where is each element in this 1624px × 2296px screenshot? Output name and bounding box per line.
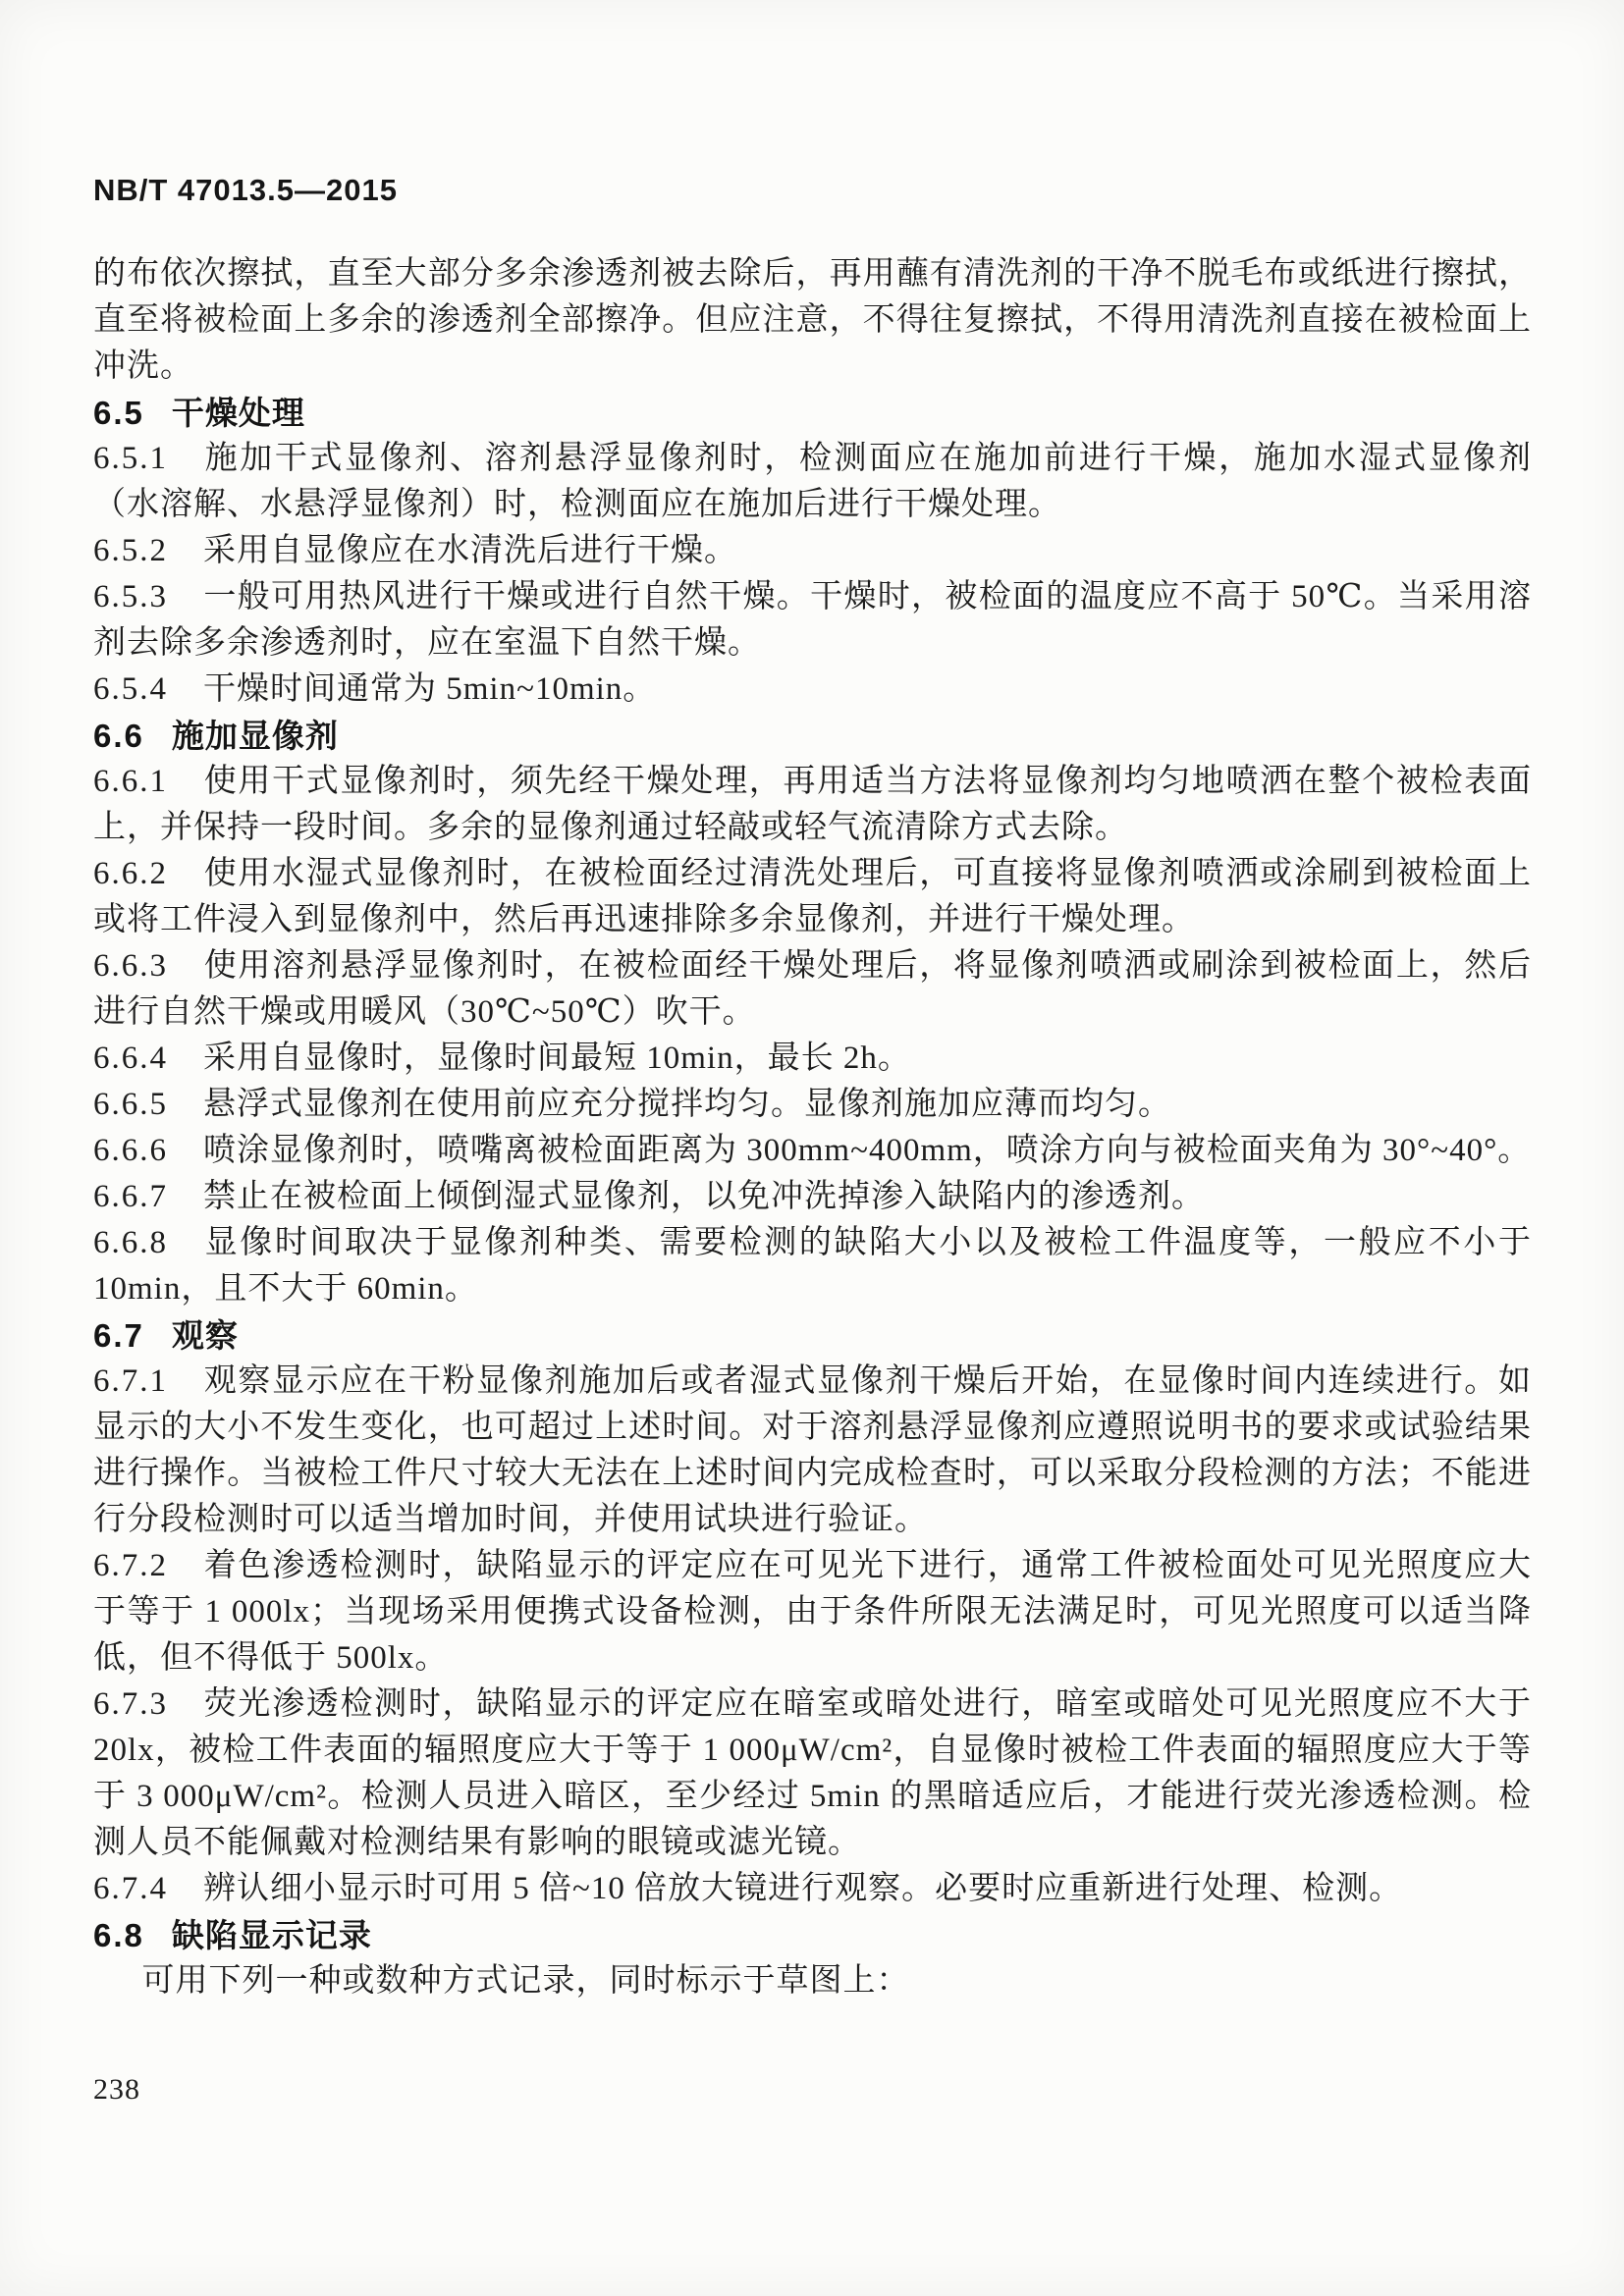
paragraph [93, 1958, 1532, 2004]
clause-text: 施加显像剂 [171, 718, 339, 754]
clause-text: 着色渗透检测时，缺陷显示的评定应在可见光下进行，通常工件被检面处可见光照度应大于等于 1 000lx；当现场采用便携式设备检测，由于条件所限无法满足时，可见光照度可以适当降低，但不得低于 500lx。 [93, 1548, 1532, 1676]
clause-number: 6.7.4 [93, 1871, 168, 1906]
clause-number: 6.6.8 [93, 1225, 168, 1260]
clause-number: 6.5.4 [93, 671, 168, 707]
clause-number: 6.6.6 [93, 1133, 168, 1168]
clause-number: 6.7 [93, 1317, 144, 1354]
clause-number: 6.5.3 [93, 579, 168, 614]
paragraph [93, 1082, 1532, 1128]
paragraph [93, 528, 1532, 574]
clause-number: 6.6.4 [93, 1041, 168, 1076]
clause-number: 6.6.7 [93, 1179, 168, 1214]
clause-text: 可用下列一种或数种方式记录，同时标示于草图上： [141, 1963, 910, 1999]
clause-text: 观察 [171, 1317, 239, 1354]
page-number: 238 [93, 2073, 140, 2106]
clause-number: 6.5.2 [93, 533, 168, 568]
clause-text: 使用水湿式显像剂时，在被检面经过清洗处理后，可直接将显像剂喷洒或涂刷到被检面上或将工件浸入到显像剂中，然后再迅速排除多余显像剂，并进行干燥处理。 [93, 856, 1532, 937]
section-heading [93, 390, 1532, 436]
paragraph [93, 1866, 1532, 1912]
paragraph [93, 436, 1532, 528]
paragraph [93, 1220, 1532, 1312]
clause-number: 6.6.3 [93, 948, 168, 984]
clause-text: 的布依次擦拭，直至大部分多余渗透剂被去除后，再用蘸有清洗剂的干净不脱毛布或纸进行擦拭，直至将被检面上多余的渗透剂全部擦净。但应注意，不得往复擦拭，不得用清洗剂直接在被检面上冲洗。 [93, 256, 1532, 384]
clause-text: 干燥时间通常为 5min~10min。 [203, 671, 657, 707]
clause-text: 禁止在被检面上倾倒湿式显像剂，以免冲洗掉渗入缺陷内的渗透剂。 [203, 1179, 1205, 1214]
paragraph [93, 251, 1532, 390]
standard-number-header: NB/T 47013.5—2015 [93, 173, 398, 207]
clause-text: 荧光渗透检测时，缺陷显示的评定应在暗室或暗处进行，暗室或暗处可见光照度应不大于 20lx，被检工件表面的辐照度应大于等于 1 000μW/cm²，自显像时被检工件表面的辐照度应大于等于 3 000μW/cm²。检测人员进入暗区，至少经过 5min 的黑暗适应后，才能进行荧光渗透检测。检测人员不能佩戴对检测结果有影响的眼镜或滤光镜。 [93, 1686, 1532, 1860]
clause-text: 采用自显像应在水清洗后进行干燥。 [203, 533, 737, 568]
paragraph [93, 574, 1532, 667]
clause-number: 6.7.2 [93, 1548, 168, 1583]
clause-number: 6.7.3 [93, 1686, 168, 1722]
paragraph [93, 1543, 1532, 1682]
clause-text: 悬浮式显像剂在使用前应充分搅拌均匀。显像剂施加应薄而均匀。 [203, 1087, 1171, 1122]
clause-text: 使用溶剂悬浮显像剂时，在被检面经干燥处理后，将显像剂喷洒或刷涂到被检面上，然后进行自然干燥或用暖风（30℃~50℃）吹干。 [93, 948, 1532, 1030]
clause-number: 6.6.5 [93, 1087, 168, 1122]
clause-text: 使用干式显像剂时，须先经干燥处理，再用适当方法将显像剂均匀地喷洒在整个被检表面上，并保持一段时间。多余的显像剂通过轻敲或轻气流清除方式去除。 [93, 764, 1532, 845]
paragraph [93, 1036, 1532, 1082]
paragraph [93, 759, 1532, 851]
paragraph [93, 1682, 1532, 1866]
paragraph [93, 851, 1532, 943]
paragraph [93, 1359, 1532, 1543]
clause-number: 6.6.2 [93, 856, 168, 891]
clause-text: 缺陷显示记录 [171, 1917, 372, 1953]
clause-number: 6.7.1 [93, 1363, 168, 1399]
clause-text: 施加干式显像剂、溶剂悬浮显像剂时，检测面应在施加前进行干燥，施加水湿式显像剂（水溶解、水悬浮显像剂）时，检测面应在施加后进行干燥处理。 [93, 441, 1532, 522]
clause-number: 6.6 [93, 718, 144, 754]
clause-text: 显像时间取决于显像剂种类、需要检测的缺陷大小以及被检工件温度等，一般应不小于 10min，且不大于 60min。 [93, 1225, 1532, 1307]
clause-text: 采用自显像时，显像时间最短 10min，最长 2h。 [203, 1041, 911, 1076]
paragraph [93, 1128, 1532, 1174]
paragraph [93, 1174, 1532, 1220]
paragraph [93, 667, 1532, 713]
section-heading [93, 713, 1532, 759]
clause-text: 喷涂显像剂时，喷嘴离被检面距离为 300mm~400mm，喷涂方向与被检面夹角为 30°~40°。 [203, 1133, 1532, 1168]
section-heading [93, 1912, 1532, 1958]
clause-number: 6.6.1 [93, 764, 168, 799]
clause-number: 6.5.1 [93, 441, 168, 476]
clause-number: 6.5 [93, 395, 144, 431]
section-heading [93, 1312, 1532, 1359]
clause-text: 辨认细小显示时可用 5 倍~10 倍放大镜进行观察。必要时应重新进行处理、检测。 [203, 1871, 1403, 1906]
page-content [93, 173, 1532, 2004]
body-text [93, 251, 1532, 2004]
paragraph [93, 943, 1532, 1036]
clause-number: 6.8 [93, 1917, 144, 1953]
clause-text: 一般可用热风进行干燥或进行自然干燥。干燥时，被检面的温度应不高于 50℃。当采用溶剂去除多余渗透剂时，应在室温下自然干燥。 [93, 579, 1532, 661]
clause-text: 干燥处理 [171, 395, 305, 431]
clause-text: 观察显示应在干粉显像剂施加后或者湿式显像剂干燥后开始，在显像时间内连续进行。如显示的大小不发生变化，也可超过上述时间。对于溶剂悬浮显像剂应遵照说明书的要求或试验结果进行操作。当被检工件尺寸较大无法在上述时间内完成检查时，可以采取分段检测的方法；不能进行分段检测时可以适当增加时间，并使用试块进行验证。 [93, 1363, 1532, 1537]
